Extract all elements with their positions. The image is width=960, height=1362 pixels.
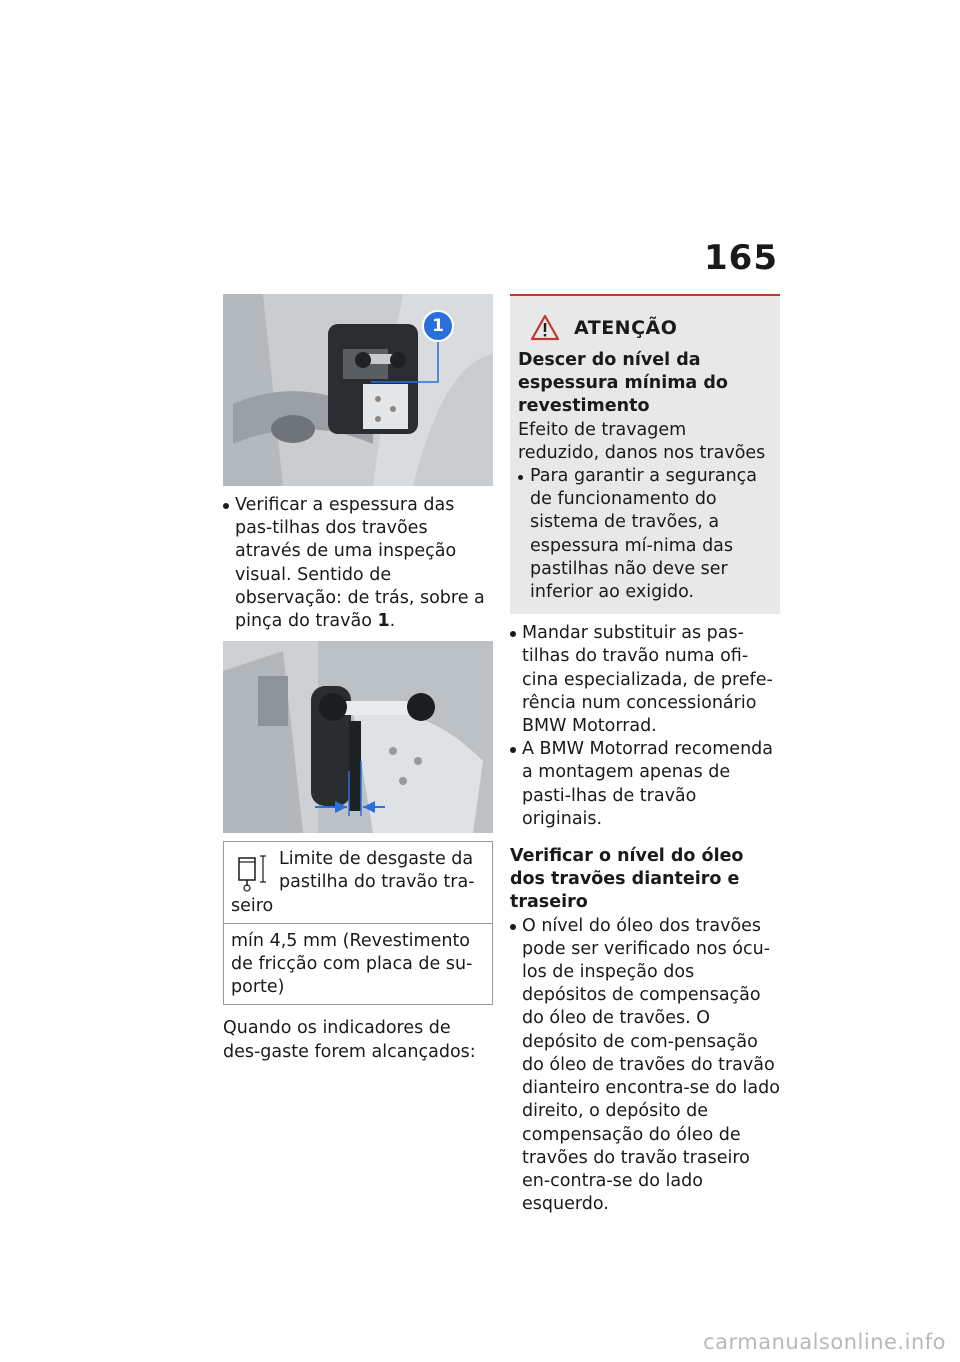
list-item: O nível do óleo dos travões pode ser verificado nos ócu-los de inspeção dos depósitos de compensação do óleo de travões. O depósito de com-pensação do óleo de travões do travão dianteiro encontra-se do lado direito, o depósito de compensação do óleo de travões do travão traseiro en-contra-se do lado esquerdo.: [510, 915, 780, 1217]
left-column: [223, 294, 493, 1064]
callout-reference: 1: [377, 611, 390, 632]
spec-label-row: [224, 842, 492, 923]
brake-pad-photo-bottom: [223, 641, 493, 833]
brake-pad-wear-icon: [237, 852, 273, 892]
watermark: carmanualsonline.info: [703, 1330, 946, 1354]
warning-subtitle: Descer do nível da espessura mínima do revestimento: [518, 350, 728, 417]
right-bullet-list: [510, 622, 780, 831]
section-title: Verificar o nível do óleo dos travões dianteiro e traseiro: [510, 846, 744, 913]
wear-limit-spec-table: [223, 841, 493, 1005]
warning-header: [518, 314, 772, 341]
list-item: Verificar a espessura das pas-tilhas dos travões através de uma inspeção visual. Sentido de observação: de trás, sobre a pinça do travão 1.: [223, 494, 493, 633]
warning-bullet-list: [518, 465, 772, 604]
callout-1-label: 1: [432, 316, 444, 336]
spec-value-row: [224, 923, 492, 1005]
warning-triangle-icon: [530, 314, 560, 341]
right-column: [510, 294, 780, 1216]
brake-caliper-photo-top: [223, 294, 493, 486]
list-item: Mandar substituir as pas-tilhas do travão numa ofi-cina especializada, de prefe-rência num concessionário BMW Motorrad.: [510, 622, 780, 738]
list-item: A BMW Motorrad recomenda a montagem apenas de pasti-lhas de travão originais.: [510, 738, 780, 831]
brake-pad-illustration: [223, 641, 493, 833]
callout-1-badge: [422, 310, 454, 342]
warning-box: [510, 294, 780, 614]
spec-value: mín 4,5 mm (Revestimento de fricção com placa de su-porte): [231, 930, 473, 998]
warning-title: ATENÇÃO: [574, 316, 678, 339]
left-bullet-list: [223, 494, 493, 633]
page-number: 165: [704, 238, 778, 278]
spec-label: Limite de desgaste da pastilha do travão tra-seiro: [231, 849, 475, 916]
wear-indicator-text: Quando os indicadores de des-gaste forem alcançados:: [223, 1018, 476, 1062]
inspection-text: Verificar a espessura das pas-tilhas dos travões através de uma inspeção visual. Sentido de observação: de trás, sobre a pinça do travão: [235, 495, 485, 632]
section-bullet-list: [510, 915, 780, 1217]
warning-text: Efeito de travagem reduzido, danos nos travões: [518, 419, 766, 463]
list-item: Para garantir a segurança de funcionamento do sistema de travões, a espessura mí-nima das pastilhas não deve ser inferior ao exigido.: [518, 465, 772, 604]
